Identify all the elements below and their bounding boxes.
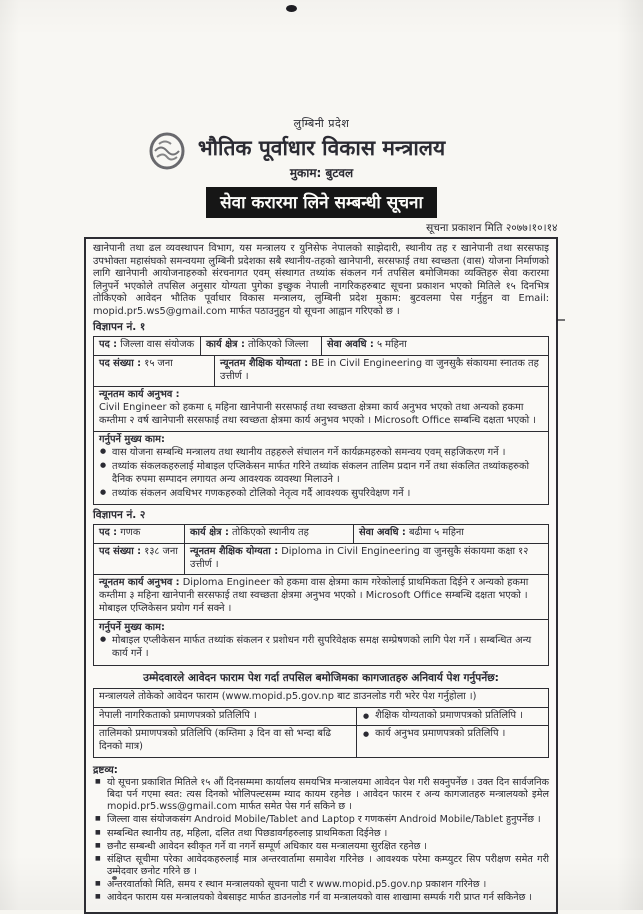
scan-artifact-right: [557, 319, 565, 321]
documents-row-3: [94, 726, 548, 756]
ad2-duty-list: [99, 635, 543, 660]
ad2-row-post: [94, 525, 548, 544]
notice-body-box: [84, 237, 558, 914]
ad1-duties-cell: गर्नुपर्ने मुख्य काम: ● वास योजना सम्बन्धि मन्त्रालय तथा स्थानीय तहहरुले संचालन गर्ने कार्यक्रमहरुको समन्वय एवम् सहजिकरण गर्ने । ● तथ्यांक संकलकहरुलाई मोबाइल एप्लिकेसन मार्फत गरिने तथ्यांक संकलन तालिम प्रदान गर्ने तथा संकलित तथ्यांकहरुको दैनिक रुपमा सम्पादन लगायत अन्य आवश्यक व्यवस्था मिलाउने । ● तथ्यांक संकलन अवधिभर गणकहरुको टोलिको नेतृत्व गर्दै आवश्यक सुपरिवेक्षण गर्ने ।: [94, 432, 548, 505]
ad1-row-experience: [94, 387, 548, 431]
education-copy-cell: ● शैक्षिक योग्यताको प्रमाणपत्रको प्रतिलिपि ।: [363, 709, 523, 721]
ad2-qualification-cell: न्यूनतम शैक्षिक योग्यता : Diploma in Civil Engineering वा जुनसुकै संकायमा कक्षा १२ उत्तीर्ण ।: [190, 546, 529, 570]
bullet-icon: ●: [363, 711, 370, 720]
ad2-experience-cell: न्यूनतम कार्य अनुभव : Diploma Engineer को हकमा वास क्षेत्रमा काम गरेकोलाई प्राथमिकता दिईने र अन्यको हकमा कम्तीमा ३ महिना खानेपानी सरसफाई तथा स्वच्छता क्षेत्रमा अनुभव भएको । Microsoft Office सम्बन्धि दक्षता भएको । मोबाइल एप्लिकेसन प्रयोग गर्न सक्ने ।: [99, 577, 529, 614]
note-item: ■ सम्बन्धित स्थानीय तह, महिला, दलित तथा पिछडावर्गहरुलाइ प्राथमिकता दिईनेछ ।: [93, 828, 549, 840]
nepal-govt-emblem-icon: [147, 130, 187, 172]
ad1-count-cell: पद संख्या : १५ जना: [94, 356, 215, 386]
ad2-duration-cell: सेवा अवधि : बढीमा ५ महिना: [359, 527, 464, 539]
note-item: ■ संक्षिप्त सूचीमा परेका आवेदकहरुलाई मात्र अन्तरवार्तामा समावेश गरिनेछ । आवश्यक परेमा कम्प्युटर सिप परीक्षण समेत गरी उम्मेदवार छनोट गरिने छ ।: [93, 854, 549, 878]
note-item: ■ जिल्ला वास संयोजकसंग Android Mobile/Tablet and Laptop र गणकसंग Android Mobile/Tablet हुनुपर्नेछ ।: [93, 814, 549, 826]
notice-banner: सेवा करारमा लिने सम्बन्धी सूचना: [206, 187, 437, 218]
ad1-label: विज्ञापन नं. १: [93, 321, 146, 334]
ad2-post-cell: पद : गणक: [94, 525, 185, 543]
note-item: ■ आवेदन फाराम यस मन्त्रालयको वेबसाइट मार्फत डाउनलोड गर्न वा मन्त्रालयको वास शाखामा सम्पर्क गरी प्राप्त गर्न सकिनेछ ।: [93, 892, 549, 904]
ad1-duration-cell: सेवा अवधि : ५ महिना: [327, 339, 407, 351]
ministry-title: भौतिक पूर्वाधार विकास मन्त्रालय: [197, 136, 446, 160]
ad1-duty-item: ● तथ्यांक संकलकहरुलाई मोबाइल एप्लिकेसन मार्फत गरिने तथ्यांक संकलन तालिम प्रदान गर्ने तथा संकलित तथ्यांकहरुको दैनिक रुपमा सम्पादन लगायत अन्य आवश्यक व्यवस्था मिलाउने ।: [99, 461, 543, 486]
ad1-row-duties: [94, 432, 548, 505]
province-name: लुम्बिनी प्रदेश: [293, 117, 350, 130]
ministry-location: मुकाम: बुटवल: [289, 166, 354, 180]
ad1-table: [93, 336, 549, 505]
ad1-duty-item: ● वास योजना सम्बन्धि मन्त्रालय तथा स्थानीय तहहरुले संचालन गर्ने कार्यक्रमहरुको समन्वय एवम् सहजिकरण गर्ने ।: [99, 447, 543, 460]
ad1-row-count: [94, 356, 548, 387]
ad1-area-cell: कार्य क्षेत्र : तोकिएको जिल्ला: [201, 337, 322, 355]
training-copy-cell: तालिमको प्रमाणपत्रको प्रतिलिपि (कम्तिमा ३ दिन वा सो भन्दा बढि दिनको मात्र): [94, 726, 357, 756]
notes-list: [93, 777, 549, 905]
ad2-duty-item: ● मोबाइल एप्लीकेसन मार्फत तथ्यांक संकलन र प्रशोधन गरी सुपरिवेक्षक समक्ष सम्प्रेषणको लागि पेश गर्ने । सम्बन्धित अन्य कार्य गर्ने ।: [99, 635, 543, 660]
ad2-count-cell: पद संख्या : १३८ जना: [94, 544, 185, 574]
documents-row-form: [94, 689, 548, 708]
note-item: ■ छनौट सम्बन्धी आवेदन स्वीकृत गर्ने वा नगर्ने सम्पूर्ण अधिकार यस मन्त्रालयमा सुरक्षित रहनेछ ।: [93, 841, 549, 853]
documents-form-cell: मन्त्रालयले तोकेको आवेदन फाराम (www.mopid.p5.gov.np बाट डाउनलोड गरी भरेर पेश गर्नुहोला ।): [99, 690, 477, 702]
documents-header: उम्मेदवारले आवेदन फाराम पेश गर्दा तपसिल बमोजिमका कागजातहरु अनिवार्य पेश गर्नुपर्नेछ:: [143, 671, 499, 684]
intro-paragraph: खानेपानी तथा ढल व्यवस्थापन विभाग, यस मन्त्रालय र युनिसेफ नेपालको साझेदारी, स्थानीय तह र खानेपानी तथा सरसफाइ उपभोक्ता महासंघको समन्वयमा लुम्बिनी प्रदेशका सबै स्थानीय-तहको खानेपानी, सरसफाई तथा स्वच्छता (वास) योजना निर्माणको लागि खानेपानी आयोजनाहरुको संरचनागत एवम् संस्थागत तथ्यांक संकलन गर्न तपसिल बमोजिमका व्यक्तिहरु सेवा करारमा लिनुपर्ने भएकोले तपसिल अनुसार योग्यता पुगेका इच्छुक नेपाली नागरिकहरुबाट सूचना प्रकाशन भएको मितिले १५ दिनभित्र तोकिएको आवेदन भौतिक पूर्वाधार विकास मन्त्रालय, लुम्बिनी प्रदेश मुकाम: बुटवलमा पेस गर्नुहुन वा Email: mopid.pr5.ws5@gmail.com मार्फत पठाउनुहुन यो सूचना आह्वान गरिएको छ ।: [93, 243, 549, 317]
note-item: ■ यो सूचना प्रकाशित मितिले १५ औं दिनसम्ममा कार्यालय समयभित्र मन्त्रालयमा आवेदन पेश गरी सक्नुपर्नेछ । उक्त दिन सार्वजनिक बिदा पर्न गएमा स्वत: त्यस दिनको भोलिपल्टसम्म म्याद कायम रहनेछ । आवेदन फारम र अन्य कागजातहरु मन्त्रालयको इमेल mopid.pr5.wss@gmail.com मार्फत समेत पेस गर्न सकिने छ ।: [93, 777, 549, 814]
experience-copy-cell: ● कार्य अनुभव प्रमाणपत्रको प्रतिलिपि ।: [363, 728, 506, 740]
ad2-table: [93, 524, 549, 666]
publication-date: सूचना प्रकाशन मिति २०७७।१०।१४: [426, 222, 558, 234]
note-item: ■ अन्तरवार्ताको मिति, समय र स्थान मन्त्रालयको सूचना पाटी र www.mopid.p5.gov.np प्रकाशन गरिनेछ ।: [93, 879, 549, 891]
ad1-duty-list: [99, 447, 543, 500]
ad2-row-experience: [94, 575, 548, 619]
notes-label: द्रष्टव्य:: [93, 764, 118, 776]
ad1-experience-cell: न्यूनतम कार्य अनुभव : Civil Engineer को हकमा ६ महिना खानेपानी सरसफाई तथा स्वच्छता क्षेत्रमा कार्य अनुभव भएको तथा अन्यको हकमा कम्तीमा २ वर्ष खानेपानी सरसफाई तथा स्वच्छता क्षेत्रमा कार्य अनुभव भएको । Microsoft Office सम्बन्धि दक्षता भएको ।: [99, 389, 537, 426]
ad2-duties-cell: गर्नुपर्ने मुख्य काम: ● मोबाइल एप्लीकेसन मार्फत तथ्यांक संकलन र प्रशोधन गरी सुपरिवेक्षक समक्ष सम्प्रेषणको लागि पेश गर्ने । सम्बन्धित अन्य कार्य गर्ने ।: [94, 620, 548, 665]
ad2-label: विज्ञापन नं. २: [93, 509, 146, 522]
ad1-row-post: [94, 337, 548, 356]
documents-row-2: [94, 708, 548, 727]
ad2-row-duties: [94, 620, 548, 665]
bullet-icon: ●: [363, 730, 370, 739]
ad1-qualification-cell: न्यूनतम शैक्षिक योग्यता : BE in Civil Engineering वा जुनसुकै संकायमा स्नातक तह उत्तीर्ण ।: [220, 357, 539, 382]
ad1-post-cell: पद : जिल्ला वास संयोजक: [94, 337, 201, 355]
ad1-duty-item: ● तथ्यांक संकलन अवधिभर गणकहरुको टोलिको नेतृत्व गर्दै आवश्यक सुपरिवेक्षण गर्ने ।: [99, 488, 543, 501]
citizenship-copy-cell: नेपाली नागरिकताको प्रमाणपत्रको प्रतिलिपि ।: [94, 708, 357, 726]
letterhead: [0, 0, 643, 235]
documents-table: [93, 688, 549, 758]
ad2-area-cell: कार्य क्षेत्र : तोकिएको स्थानीय तह: [185, 525, 354, 543]
ad2-row-count: [94, 544, 548, 575]
